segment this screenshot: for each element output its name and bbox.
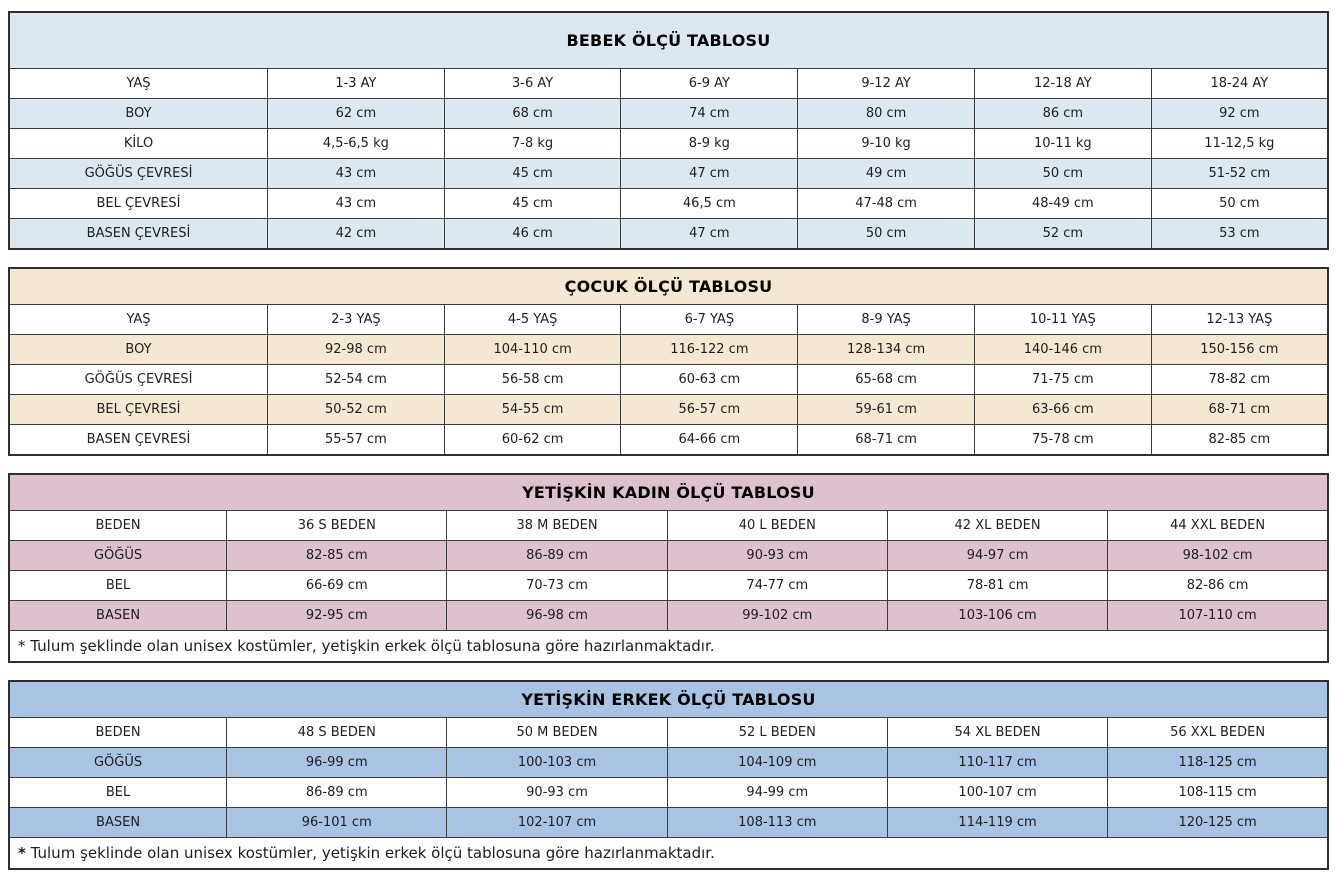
table-title: YETİŞKİN KADIN ÖLÇÜ TABLOSU <box>9 474 1328 511</box>
cell-value: 75-78 cm <box>974 425 1151 456</box>
cell-value: 82-85 cm <box>1151 425 1328 456</box>
cell-value: 50-52 cm <box>268 395 445 425</box>
note-asterisk: * <box>18 844 26 862</box>
cell-value: 47 cm <box>621 159 798 189</box>
cell-value: 12-18 AY <box>974 69 1151 99</box>
note-asterisk: * <box>18 637 26 655</box>
cell-value: 66-69 cm <box>227 571 447 601</box>
cell-value: 54-55 cm <box>444 395 621 425</box>
cell-value: 118-125 cm <box>1108 748 1328 778</box>
cell-value: 47-48 cm <box>798 189 975 219</box>
table-row <box>9 571 1328 601</box>
row-label: BASEN ÇEVRESİ <box>9 425 268 456</box>
table-title: ÇOCUK ÖLÇÜ TABLOSU <box>9 268 1328 305</box>
row-label: BEDEN <box>9 718 227 748</box>
row-label: KİLO <box>9 129 268 159</box>
row-label: BEDEN <box>9 511 227 541</box>
table-row <box>9 99 1328 129</box>
table-row <box>9 425 1328 456</box>
cell-value: 103-106 cm <box>887 601 1107 631</box>
cell-value: 10-11 YAŞ <box>974 305 1151 335</box>
row-label: BEL ÇEVRESİ <box>9 189 268 219</box>
cell-value: 48-49 cm <box>974 189 1151 219</box>
cell-value: 51-52 cm <box>1151 159 1328 189</box>
cell-value: 64-66 cm <box>621 425 798 456</box>
table-row <box>9 718 1328 748</box>
cell-value: 78-81 cm <box>887 571 1107 601</box>
cell-value: 55-57 cm <box>268 425 445 456</box>
cell-value: 8-9 YAŞ <box>798 305 975 335</box>
cell-value: 104-110 cm <box>444 335 621 365</box>
cell-value: 82-86 cm <box>1108 571 1328 601</box>
row-label: BASEN ÇEVRESİ <box>9 219 268 250</box>
cell-value: 42 XL BEDEN <box>887 511 1107 541</box>
cell-value: 52 cm <box>974 219 1151 250</box>
cell-value: 98-102 cm <box>1108 541 1328 571</box>
row-label: GÖĞÜS <box>9 748 227 778</box>
cell-value: 96-99 cm <box>227 748 447 778</box>
cell-value: 18-24 AY <box>1151 69 1328 99</box>
row-label: YAŞ <box>9 305 268 335</box>
cell-value: 70-73 cm <box>447 571 667 601</box>
cell-value: 52-54 cm <box>268 365 445 395</box>
cell-value: 74 cm <box>621 99 798 129</box>
row-label: BEL <box>9 778 227 808</box>
table-note <box>9 838 1328 870</box>
table-row <box>9 219 1328 250</box>
cell-value: 56-57 cm <box>621 395 798 425</box>
cell-value: 48 S BEDEN <box>227 718 447 748</box>
cell-value: 49 cm <box>798 159 975 189</box>
cell-value: 140-146 cm <box>974 335 1151 365</box>
cell-value: 92 cm <box>1151 99 1328 129</box>
row-label: GÖĞÜS ÇEVRESİ <box>9 365 268 395</box>
cell-value: 96-98 cm <box>447 601 667 631</box>
cell-value: 128-134 cm <box>798 335 975 365</box>
table-row <box>9 778 1328 808</box>
row-label: BOY <box>9 335 268 365</box>
cell-value: 4,5-6,5 kg <box>268 129 445 159</box>
cell-value: 52 L BEDEN <box>667 718 887 748</box>
cell-value: 116-122 cm <box>621 335 798 365</box>
row-label: GÖĞÜS ÇEVRESİ <box>9 159 268 189</box>
cell-value: 38 M BEDEN <box>447 511 667 541</box>
cell-value: 114-119 cm <box>887 808 1107 838</box>
table-row <box>9 748 1328 778</box>
cell-value: 36 S BEDEN <box>227 511 447 541</box>
cell-value: 80 cm <box>798 99 975 129</box>
cell-value: 50 cm <box>798 219 975 250</box>
table-title: YETİŞKİN ERKEK ÖLÇÜ TABLOSU <box>9 681 1328 718</box>
cell-value: 92-98 cm <box>268 335 445 365</box>
cell-value: 90-93 cm <box>667 541 887 571</box>
cell-value: 46,5 cm <box>621 189 798 219</box>
cell-value: 50 cm <box>1151 189 1328 219</box>
cell-value: 50 cm <box>974 159 1151 189</box>
cell-value: 6-9 AY <box>621 69 798 99</box>
table-row <box>9 159 1328 189</box>
cell-value: 107-110 cm <box>1108 601 1328 631</box>
table-title-row <box>9 12 1328 69</box>
table-row <box>9 69 1328 99</box>
cell-value: 92-95 cm <box>227 601 447 631</box>
table-row <box>9 808 1328 838</box>
cell-value: 8-9 kg <box>621 129 798 159</box>
table-row <box>9 511 1328 541</box>
cell-value: 2-3 YAŞ <box>268 305 445 335</box>
cell-value: 82-85 cm <box>227 541 447 571</box>
cell-value: 108-113 cm <box>667 808 887 838</box>
cell-value: 47 cm <box>621 219 798 250</box>
cell-value: 100-107 cm <box>887 778 1107 808</box>
cell-value: 74-77 cm <box>667 571 887 601</box>
table-title-row <box>9 474 1328 511</box>
cell-value: 50 M BEDEN <box>447 718 667 748</box>
cell-value: 60-62 cm <box>444 425 621 456</box>
cell-value: 4-5 YAŞ <box>444 305 621 335</box>
table-row <box>9 129 1328 159</box>
cell-value: 10-11 kg <box>974 129 1151 159</box>
row-label: BEL <box>9 571 227 601</box>
table-row <box>9 541 1328 571</box>
cell-value: 12-13 YAŞ <box>1151 305 1328 335</box>
table-title: BEBEK ÖLÇÜ TABLOSU <box>9 12 1328 69</box>
cell-value: 7-8 kg <box>444 129 621 159</box>
cell-value: 110-117 cm <box>887 748 1107 778</box>
cell-value: 94-99 cm <box>667 778 887 808</box>
cell-value: 68-71 cm <box>798 425 975 456</box>
table-row <box>9 335 1328 365</box>
cell-value: 63-66 cm <box>974 395 1151 425</box>
cell-value: 94-97 cm <box>887 541 1107 571</box>
size-table-cocuk <box>8 267 1329 456</box>
table-row <box>9 189 1328 219</box>
cell-value: 43 cm <box>268 189 445 219</box>
row-label: BASEN <box>9 601 227 631</box>
cell-value: 42 cm <box>268 219 445 250</box>
cell-value: 6-7 YAŞ <box>621 305 798 335</box>
table-row <box>9 601 1328 631</box>
cell-value: 90-93 cm <box>447 778 667 808</box>
cell-value: 100-103 cm <box>447 748 667 778</box>
cell-value: 56-58 cm <box>444 365 621 395</box>
table-row <box>9 395 1328 425</box>
cell-value: 150-156 cm <box>1151 335 1328 365</box>
size-table-erkek <box>8 680 1329 870</box>
cell-value: 46 cm <box>444 219 621 250</box>
row-label: BASEN <box>9 808 227 838</box>
row-label: YAŞ <box>9 69 268 99</box>
cell-value: 44 XXL BEDEN <box>1108 511 1328 541</box>
cell-value: 9-12 AY <box>798 69 975 99</box>
table-title-row <box>9 268 1328 305</box>
size-table-kadin <box>8 473 1329 663</box>
cell-value: 104-109 cm <box>667 748 887 778</box>
table-row <box>9 365 1328 395</box>
cell-value: 40 L BEDEN <box>667 511 887 541</box>
cell-value: 102-107 cm <box>447 808 667 838</box>
cell-value: 86-89 cm <box>227 778 447 808</box>
table-note <box>9 631 1328 663</box>
row-label: BOY <box>9 99 268 129</box>
cell-value: 71-75 cm <box>974 365 1151 395</box>
cell-value: 56 XXL BEDEN <box>1108 718 1328 748</box>
table-title-row <box>9 681 1328 718</box>
cell-value: 68-71 cm <box>1151 395 1328 425</box>
cell-value: 86-89 cm <box>447 541 667 571</box>
cell-value: 78-82 cm <box>1151 365 1328 395</box>
cell-value: 99-102 cm <box>667 601 887 631</box>
cell-value: 108-115 cm <box>1108 778 1328 808</box>
table-note-row <box>9 838 1328 870</box>
cell-value: 96-101 cm <box>227 808 447 838</box>
cell-value: 11-12,5 kg <box>1151 129 1328 159</box>
row-label: GÖĞÜS <box>9 541 227 571</box>
cell-value: 120-125 cm <box>1108 808 1328 838</box>
cell-value: 65-68 cm <box>798 365 975 395</box>
cell-value: 43 cm <box>268 159 445 189</box>
row-label: BEL ÇEVRESİ <box>9 395 268 425</box>
cell-value: 3-6 AY <box>444 69 621 99</box>
cell-value: 86 cm <box>974 99 1151 129</box>
cell-value: 53 cm <box>1151 219 1328 250</box>
note-text: Tulum şeklinde olan unisex kostümler, yetişkin erkek ölçü tablosuna göre hazırlanmaktadır. <box>25 637 715 655</box>
cell-value: 59-61 cm <box>798 395 975 425</box>
cell-value: 54 XL BEDEN <box>887 718 1107 748</box>
cell-value: 68 cm <box>444 99 621 129</box>
table-note-row <box>9 631 1328 663</box>
cell-value: 9-10 kg <box>798 129 975 159</box>
cell-value: 60-63 cm <box>621 365 798 395</box>
cell-value: 45 cm <box>444 189 621 219</box>
cell-value: 45 cm <box>444 159 621 189</box>
size-table-bebek <box>8 11 1329 250</box>
note-text: Tulum şeklinde olan unisex kostümler, yetişkin erkek ölçü tablosuna göre hazırlanmaktadır. <box>25 844 715 862</box>
cell-value: 62 cm <box>268 99 445 129</box>
table-row <box>9 305 1328 335</box>
cell-value: 1-3 AY <box>268 69 445 99</box>
